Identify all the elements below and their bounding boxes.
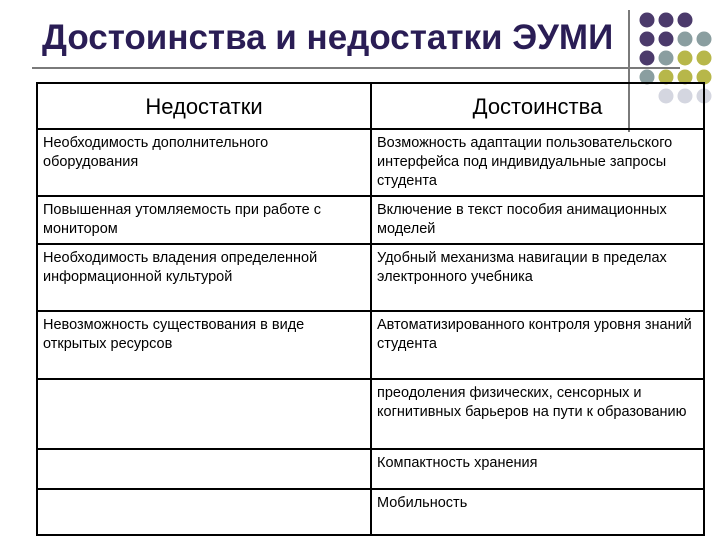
comparison-table xyxy=(36,82,705,536)
decorative-dot xyxy=(659,13,674,28)
decorative-horizontal-line xyxy=(32,67,680,69)
advantage-cell: Включение в текст пособия анимационных моделей xyxy=(371,196,704,244)
advantage-cell: Мобильность xyxy=(371,489,704,535)
advantage-cell: Автоматизированного контроля уровня знаний студента xyxy=(371,311,704,379)
disadvantage-cell: Необходимость владения определенной информационной культурой xyxy=(37,244,371,311)
header-disadvantages: Недостатки xyxy=(37,83,371,129)
decorative-dot xyxy=(640,51,655,66)
table-header-row xyxy=(37,83,704,129)
disadvantage-cell: Повышенная утомляемость при работе с монитором xyxy=(37,196,371,244)
advantage-cell: преодоления физических, сенсорных и когнитивных барьеров на пути к образованию xyxy=(371,379,704,449)
decorative-dot xyxy=(697,51,712,66)
table-row xyxy=(37,196,704,244)
header-advantages: Достоинства xyxy=(371,83,704,129)
decorative-dot xyxy=(678,51,693,66)
decorative-dot xyxy=(678,13,693,28)
table-row xyxy=(37,129,704,196)
slide-title: Достоинства и недостатки ЭУМИ xyxy=(42,18,614,57)
decorative-dot xyxy=(697,32,712,47)
disadvantage-cell xyxy=(37,379,371,449)
table-row xyxy=(37,449,704,489)
decorative-dot xyxy=(678,32,693,47)
advantage-cell: Компактность хранения xyxy=(371,449,704,489)
decorative-dot xyxy=(659,51,674,66)
decorative-dot xyxy=(659,32,674,47)
table-row xyxy=(37,311,704,379)
decorative-dot xyxy=(640,32,655,47)
disadvantage-cell xyxy=(37,449,371,489)
table-row xyxy=(37,379,704,449)
advantage-cell: Возможность адаптации пользовательского интерфейса под индивидуальные запросы студента xyxy=(371,129,704,196)
disadvantage-cell xyxy=(37,489,371,535)
table-row xyxy=(37,489,704,535)
table-row xyxy=(37,244,704,311)
disadvantage-cell: Невозможность существования в виде открытых ресурсов xyxy=(37,311,371,379)
decorative-dot xyxy=(640,13,655,28)
disadvantage-cell: Необходимость дополнительного оборудования xyxy=(37,129,371,196)
advantage-cell: Удобный механизма навигации в пределах электронного учебника xyxy=(371,244,704,311)
